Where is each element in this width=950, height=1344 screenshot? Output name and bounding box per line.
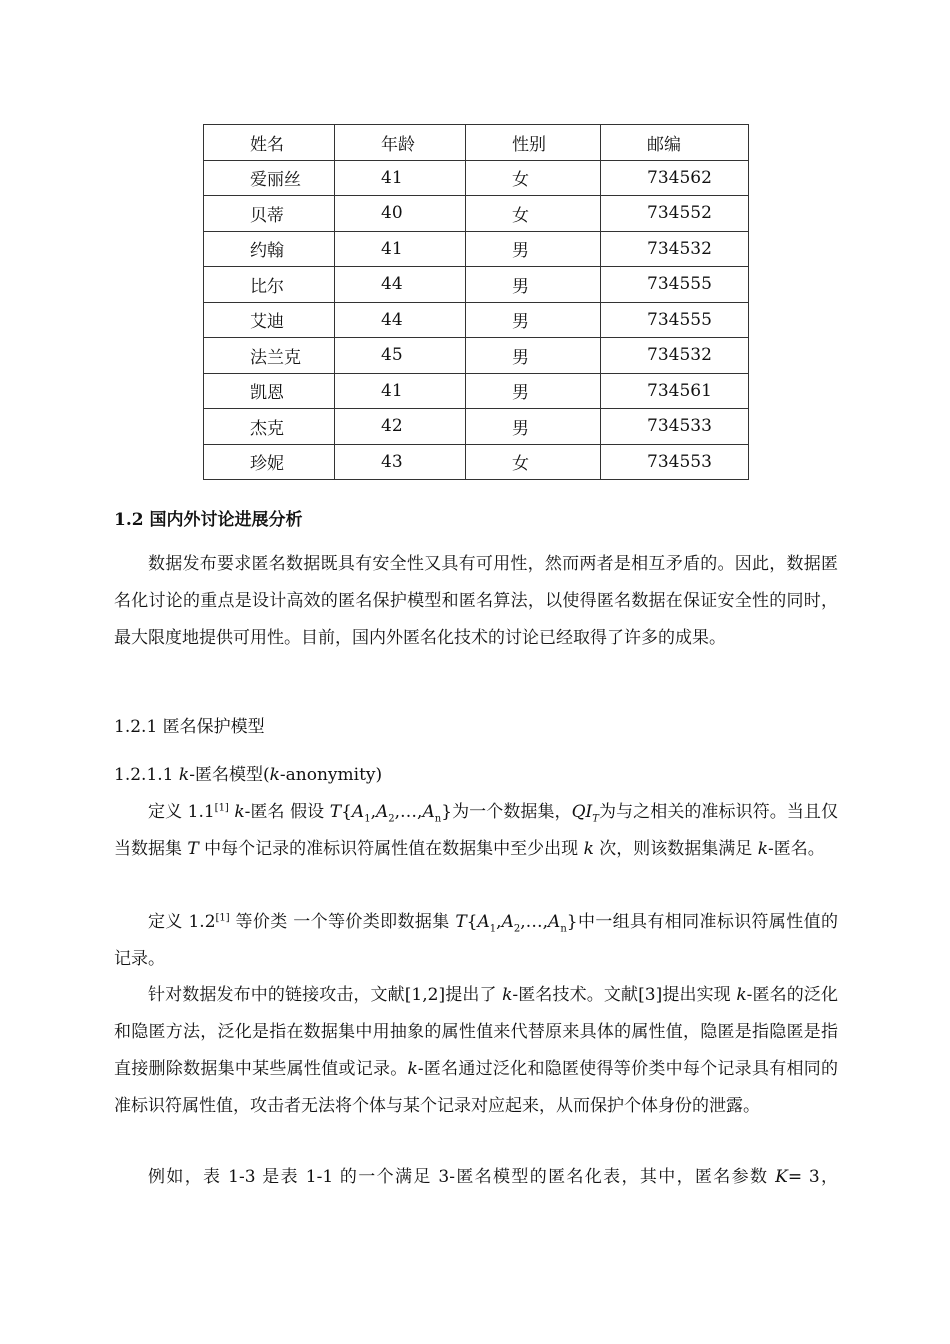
table-header-row xyxy=(204,125,749,161)
table-cell: 男 xyxy=(466,409,601,445)
table-header-cell: 邮编 xyxy=(601,125,749,161)
table-cell: 爱丽丝 xyxy=(204,160,335,196)
table-cell: 734533 xyxy=(601,409,749,445)
table-cell: 凯恩 xyxy=(204,373,335,409)
table-cell: 艾迪 xyxy=(204,302,335,338)
table-cell: 41 xyxy=(335,231,466,267)
table-row xyxy=(204,231,749,267)
table-cell: 45 xyxy=(335,338,466,374)
table-cell: 734562 xyxy=(601,160,749,196)
table-cell: 女 xyxy=(466,444,601,480)
table-cell: 41 xyxy=(335,160,466,196)
section-heading: 1.2 国内外讨论进展分析 xyxy=(114,510,303,530)
table-cell: 734552 xyxy=(601,196,749,232)
table-cell: 44 xyxy=(335,267,466,303)
table-row xyxy=(204,373,749,409)
person-table xyxy=(203,124,749,480)
table-cell: 法兰克 xyxy=(204,338,335,374)
table-cell: 男 xyxy=(466,231,601,267)
table-cell: 男 xyxy=(466,373,601,409)
table-cell: 734553 xyxy=(601,444,749,480)
table-row xyxy=(204,409,749,445)
table-cell: 珍妮 xyxy=(204,444,335,480)
table-row xyxy=(204,160,749,196)
table-cell: 女 xyxy=(466,160,601,196)
table-cell: 比尔 xyxy=(204,267,335,303)
table-row xyxy=(204,338,749,374)
table-cell: 杰克 xyxy=(204,409,335,445)
table-cell: 约翰 xyxy=(204,231,335,267)
table-cell: 42 xyxy=(335,409,466,445)
table-header-cell: 姓名 xyxy=(204,125,335,161)
table-cell: 贝蒂 xyxy=(204,196,335,232)
table-cell: 734561 xyxy=(601,373,749,409)
table-cell: 734532 xyxy=(601,338,749,374)
table-header-cell: 年龄 xyxy=(335,125,466,161)
table-cell: 男 xyxy=(466,338,601,374)
table-cell: 43 xyxy=(335,444,466,480)
table-header-cell: 性别 xyxy=(466,125,601,161)
table-cell: 男 xyxy=(466,267,601,303)
table-cell: 41 xyxy=(335,373,466,409)
table-row xyxy=(204,196,749,232)
intro-paragraph: 数据发布要求匿名数据既具有安全性又具有可用性，然而两者是相互矛盾的。因此，数据匿名化讨论的重点是设计高效的匿名保护模型和匿名算法，以使得匿名数据在保证安全性的同时，最大限度地提供可用性。目前，国内外匿名化技术的讨论已经取得了许多的成果。 xyxy=(114,554,838,648)
table-cell: 女 xyxy=(466,196,601,232)
example-paragraph: 例如，表 1-3 是表 1-1 的一个满足 3-匿名模型的匿名化表，其中，匿名参数 K= 3， xyxy=(148,1167,838,1187)
table-cell: 734532 xyxy=(601,231,749,267)
subsection-title: 1.2.1 匿名保护模型 xyxy=(114,717,265,737)
table-row xyxy=(204,267,749,303)
definition-1-1: 定义 1.1[1] k-匿名 假设 $T\{A_1,A_2,\dots,A_n\}$为一个数据集，$QI_T$为与之相关的准标识符。当且仅当数据集 T 中每个记录的准标识符属性值在数据集中至少出现 k 次，则该数据集满足 k-匿名。 xyxy=(114,802,839,859)
table-cell: 40 xyxy=(335,196,466,232)
table-cell: 44 xyxy=(335,302,466,338)
table-row xyxy=(204,444,749,480)
table-cell: 男 xyxy=(466,302,601,338)
definition-1-2: 定义 1.2[1] 等价类 一个等价类即数据集 $T\{A_1,A_2,\dots,A_n\}$中一组具有相同准标识符属性值的记录。 xyxy=(114,912,838,969)
table-cell: 734555 xyxy=(601,267,749,303)
table-cell: 734555 xyxy=(601,302,749,338)
linkage-attack-paragraph: 针对数据发布中的链接攻击，文献[1,2]提出了 k-匿名技术。文献[3]提出实现 k-匿名的泛化和隐匿方法，泛化是指在数据集中用抽象的属性值来代替原来具体的属性值，隐匿是指隐匿是指直接删除数据集中某些属性值或记录。k-匿名通过泛化和隐匿使得等价类中每个记录具有相同的准标识符属性值，攻击者无法将个体与某个记录对应起来，从而保护个体身份的泄露。 xyxy=(114,985,839,1116)
subsubsection-title: 1.2.1.1 k-匿名模型(k-anonymity) xyxy=(114,765,383,785)
table-row xyxy=(204,302,749,338)
